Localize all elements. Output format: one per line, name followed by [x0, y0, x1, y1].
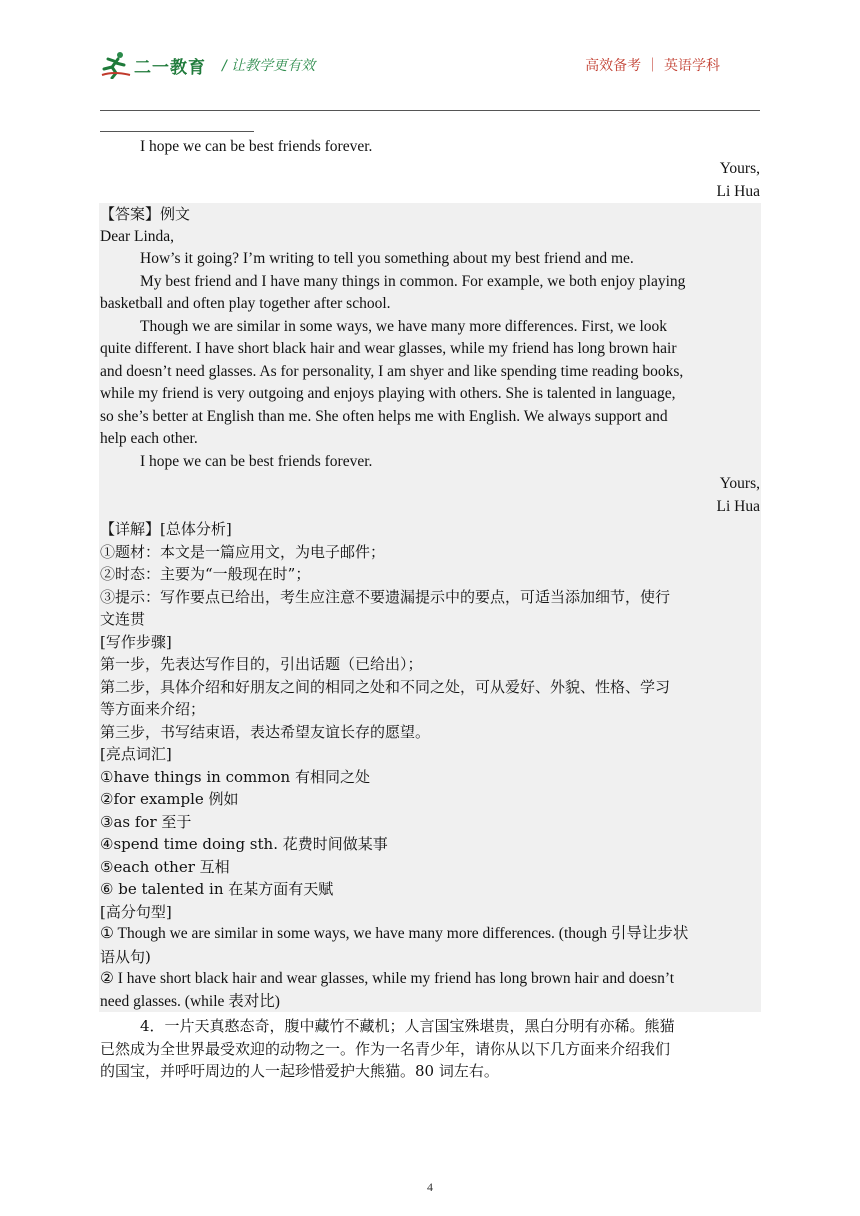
blank-line — [100, 110, 760, 111]
blank-line-short — [100, 131, 254, 132]
vocab-line: ②for example 例如 — [100, 790, 239, 808]
page-header — [100, 50, 760, 80]
logo — [100, 50, 206, 80]
letter-line: help each other. — [100, 430, 198, 447]
analysis-line: 第二步，具体介绍和好朋友之间的相同之处和不同之处，可从爱好、外貌、性格、学习 — [100, 678, 671, 696]
letter-line: while my friend is very outgoing and enjoys playing with others. She is talented in language, — [100, 385, 676, 402]
analysis-line: 等方面来介绍； — [100, 700, 206, 718]
header-subject: 高效备考 ｜ 英语学科 — [585, 58, 720, 74]
vocab-line: ⑤each other 互相 — [100, 858, 230, 876]
letter-line: quite different. I have short black hair and wear glasses, while my friend has long brown hair — [100, 340, 677, 357]
answer-label: 【答案】例文 — [100, 205, 191, 223]
analysis-line: 文连贯 — [100, 610, 146, 628]
sign-name: Li Hua — [716, 183, 760, 200]
vocab-line: ④spend time doing sth. 花费时间做某事 — [100, 835, 388, 853]
question-line: 4．一片天真憨态奇，腹中藏竹不藏机；人言国宝殊堪贵，黑白分明有亦稀。熊猫 — [140, 1017, 675, 1035]
vocab-line: ③as for 至于 — [100, 813, 192, 831]
analysis-line: 第一步，先表达写作目的，引出话题（已给出）； — [100, 655, 423, 673]
logo-text: 二一教育 — [134, 57, 206, 78]
sign-name: Li Hua — [716, 498, 760, 515]
letter-line: basketball and often play together after school. — [100, 295, 391, 312]
sign-yours: Yours, — [719, 475, 760, 492]
analysis-line: [亮点词汇] — [100, 745, 172, 763]
vocab-line: ⑥ be talented in 在某方面有天赋 — [100, 880, 334, 898]
letter-line: How’s it going? I’m writing to tell you something about my best friend and me. — [140, 250, 634, 267]
analysis-line: ②时态：主要为“一般现在时”； — [100, 565, 311, 583]
analysis-line: [写作步骤] — [100, 633, 172, 651]
sign-yours: Yours, — [719, 160, 760, 177]
greeting: Dear Linda, — [100, 228, 175, 245]
vocab-line: ①have things in common 有相同之处 — [100, 768, 370, 786]
analysis-line: ③提示：写作要点已给出，考生应注意不要遗漏提示中的要点，可适当添加细节，使行 — [100, 588, 671, 606]
sentence-line: need glasses. (while 表对比) — [100, 993, 280, 1010]
analysis-line: [高分句型] — [100, 903, 172, 921]
analysis-line: 【详解】[总体分析] — [100, 520, 232, 538]
runner-logo-icon — [100, 51, 132, 79]
page-number: 4 — [427, 1180, 433, 1194]
letter-line: so she’s better at English than me. She often helps me with English. We always support and — [100, 408, 668, 425]
analysis-line: ①题材：本文是一篇应用文，为电子邮件； — [100, 543, 386, 561]
question-line: 的国宝，并呼吁周边的人一起珍惜爱护大熊猫。80 词左右。 — [100, 1062, 499, 1080]
sentence-line: ① Though we are similar in some ways, we have many more differences. (though 引导让步状 — [100, 925, 689, 942]
closing-line: I hope we can be best friends forever. — [140, 138, 373, 155]
letter-line: My best friend and I have many things in common. For example, we both enjoy playing — [140, 273, 686, 290]
letter-line: I hope we can be best friends forever. — [140, 453, 373, 470]
sentence-line: ② I have short black hair and wear glasses, while my friend has long brown hair and doesn’t — [100, 970, 675, 987]
question-line: 已然成为全世界最受欢迎的动物之一。作为一名青少年，请你从以下几方面来介绍我们 — [100, 1040, 671, 1058]
slogan: / 让教学更有效 — [222, 58, 316, 74]
sentence-line: 语从句) — [100, 948, 151, 966]
letter-line: Though we are similar in some ways, we have many more differences. First, we look — [140, 318, 667, 335]
analysis-line: 第三步，书写结束语，表达希望友谊长存的愿望。 — [100, 723, 431, 741]
letter-line: and doesn’t need glasses. As for personality, I am shyer and like spending time reading books, — [100, 363, 684, 380]
